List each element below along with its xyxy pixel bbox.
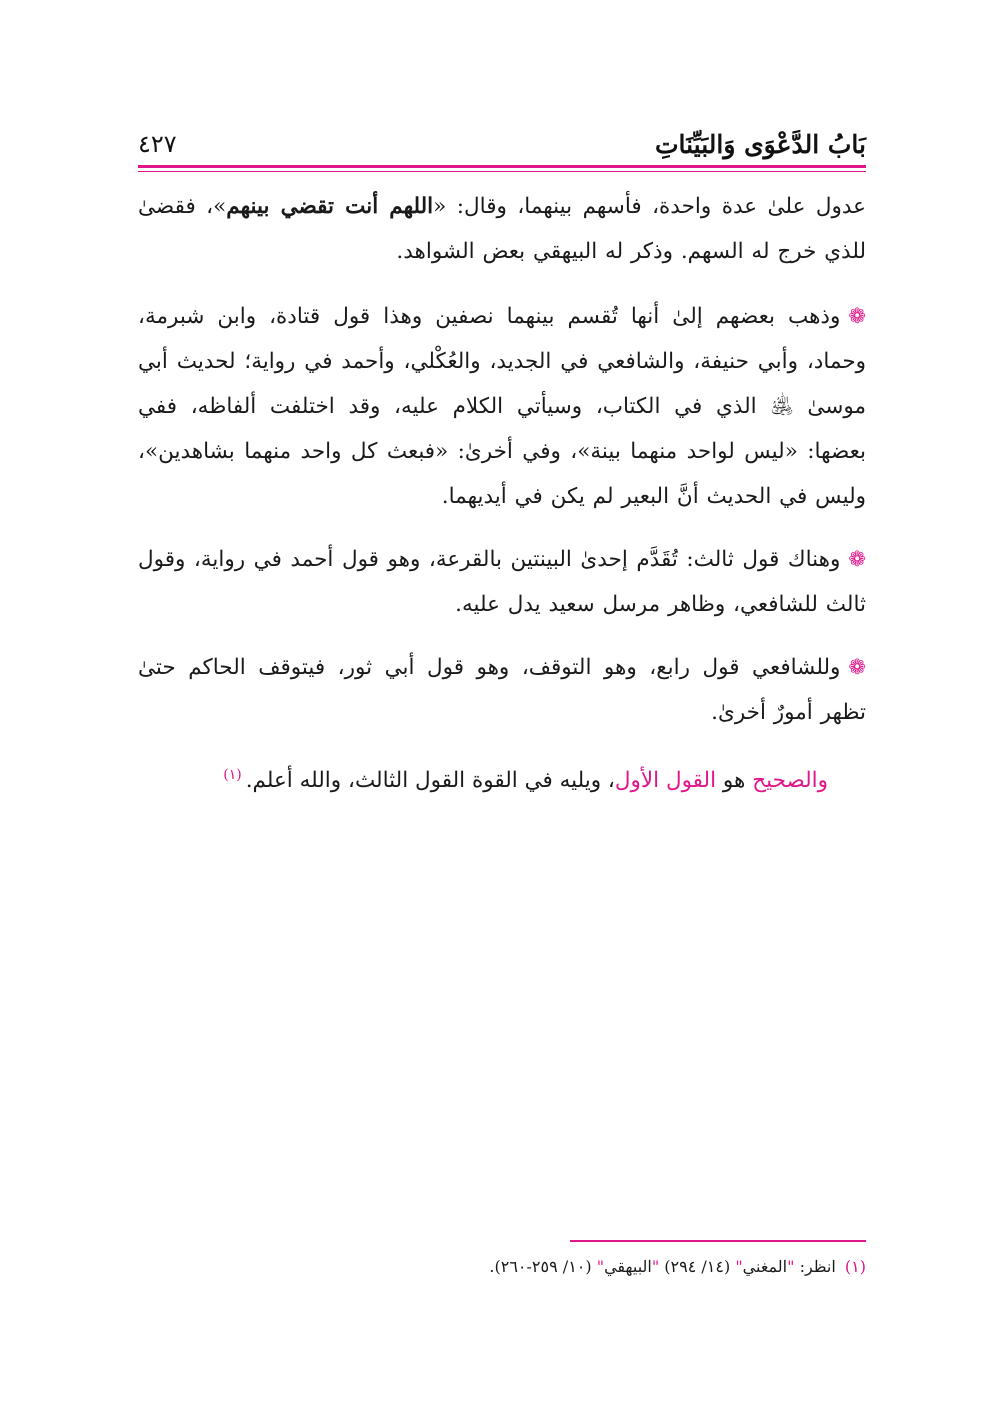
footnote-reference[interactable]: (١) [223,767,242,783]
paragraph-3-text: وهناك قول ثالث: تُقَدَّم إحدىٰ البينتين بالقرعة، وهو قول أحمد في رواية، وقول ثالث للشافعي، وظاهر مرسل سعيد يدل عليه. [138,547,866,617]
paragraph-1-text-start: عدول علىٰ عدة واحدة، فأسهم بينهما، وقال: « [433,194,866,219]
conclusion-highlight-1: والصحيح [752,768,828,794]
footnote-rule [570,1240,866,1242]
footnote-ref-2: (١٠/ ٢٥٩-٢٦٠). [489,1257,597,1276]
paragraph-4-text: وللشافعي قول رابع، وهو التوقف، وهو قول أبي ثور، فيتوقف الحاكم حتىٰ تظهر أمورٌ أخرىٰ. [138,655,866,725]
footnote-number: (١) [844,1257,866,1276]
conclusion-highlight-2: القول الأول [614,768,717,794]
footnote-source-1: المغني [742,1257,788,1276]
main-text [138,184,866,803]
flower-bullet-icon: ❁ [848,304,866,328]
conclusion-rest: ، ويليه في القوة القول الثالث، والله أعلم. [245,768,615,794]
footnote-quote-mark: " [651,1257,660,1276]
flower-bullet-icon: ❁ [848,547,866,571]
hadith-quote-bold: اللهم أنت تقضي بينهم [226,194,434,219]
paragraph-4 [138,645,866,735]
page-header [138,124,866,164]
paragraph-2 [138,294,866,519]
conclusion [138,753,866,803]
conclusion-mid: هو [716,768,753,794]
footnote-lead: انظر: [794,1257,841,1276]
flower-bullet-icon: ❁ [848,655,866,679]
page-number: ٤٢٧ [138,130,177,158]
footnote-ref-1: (١٤/ ٢٩٤) [659,1257,736,1276]
footnote [138,1252,866,1282]
footnote-source-2: البيهقي [604,1257,652,1276]
paragraph-1-text-end: »، فقضىٰ للذي خرج له السهم. وذكر له البيهقي بعض الشواهد. [138,194,866,264]
footnote-quote-mark: " [787,1257,795,1276]
paragraph-1 [138,184,866,274]
header-rule-thick [138,165,866,168]
footnote-quote-mark: " [735,1257,743,1276]
footnote-quote-mark: " [596,1257,605,1276]
paragraph-2-text: وذهب بعضهم إلىٰ أنها تُقسم بينهما نصفين وهذا قول قتادة، وابن شبرمة، وحماد، وأبي حنيفة، والشافعي في الجديد، والعُكْلي، وأحمد في رواية؛ لحديث أبي موسىٰ ﵁ الذي في الكتاب، وسيأتي الكلام عليه، وقد اختلفت ألفاظه، ففي بعضها: «ليس لواحد منهما بينة»، وفي أخرىٰ: «فبعث كل واحد منهما بشاهدين»، وليس في الحديث أنَّ البعير لم يكن في أيديهما. [138,304,866,509]
header-rule-thin [138,171,866,172]
chapter-title: بَابُ الدَّعْوَى وَالبَيِّنَاتِ [654,130,866,159]
paragraph-3 [138,537,866,627]
